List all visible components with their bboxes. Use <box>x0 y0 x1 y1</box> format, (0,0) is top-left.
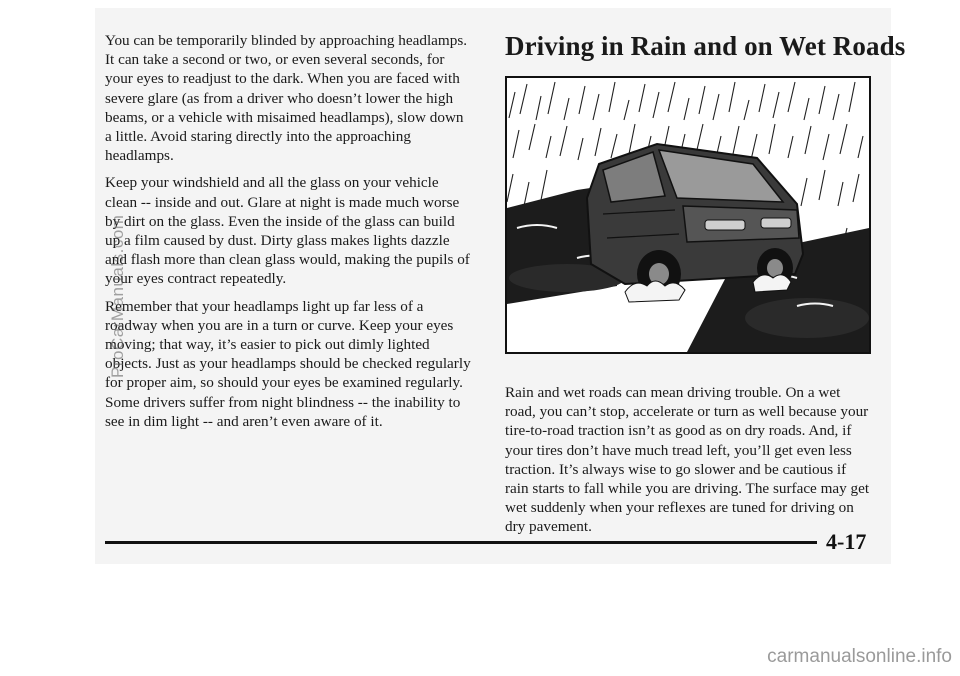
left-column <box>105 31 473 439</box>
paragraph-wet-roads: Rain and wet roads can mean driving trouble. On a wet road, you can’t stop, accelerate or turn as well because your tire-to-road traction isn’t as good as on dry roads. And, if your tires don’t have much tread left, you’ll get even less traction. It’s always wise to go slower and be cautious if rain starts to fall while you are driving. The surface may get wet suddenly when your reflexes are tuned for driving on dry pavement. <box>505 384 870 536</box>
side-watermark: ProCarManuals.com <box>108 214 127 378</box>
bottom-watermark: carmanualsonline.info <box>767 646 952 667</box>
footer-rule <box>105 541 817 544</box>
page-number: 4-17 <box>826 529 867 554</box>
illustration-drawing <box>507 78 869 352</box>
van-in-rain-illustration <box>505 76 871 354</box>
right-column <box>505 383 873 537</box>
section-heading: Driving in Rain and on Wet Roads <box>505 31 906 61</box>
paragraph-night-vision: Remember that your headlamps light up far less of a roadway when you are in a turn or curve. Keep your eyes moving; that way, it’s easier to pick out dimly lighted objects. Just as your headlamps should be checked regularly for proper aim, so should your eyes be examined regularly. Some drivers suffer from night blindness -- the inability to see in dim light -- and aren’t even aware of it. <box>105 297 471 430</box>
paragraph-clean-glass: Keep your windshield and all the glass on your vehicle clean -- inside and out. Glare at night is made much worse by dirt on the glass. Even the inside of the glass can build up a film caused by dust. Dirty glass makes lights dazzle and flash more than clean glass would, making the pupils of your eyes contract repeatedly. <box>105 174 470 288</box>
paragraph-headlamp-glare: You can be temporarily blinded by approaching headlamps. It can take a second or two, or even several seconds, for your eyes to readjust to the dark. When you are faced with severe glare (as from a driver who doesn’t lower the high beams, or a vehicle with misaimed headlamps), slow down a little. Avoid staring directly into the approaching headlamps. <box>105 32 468 165</box>
